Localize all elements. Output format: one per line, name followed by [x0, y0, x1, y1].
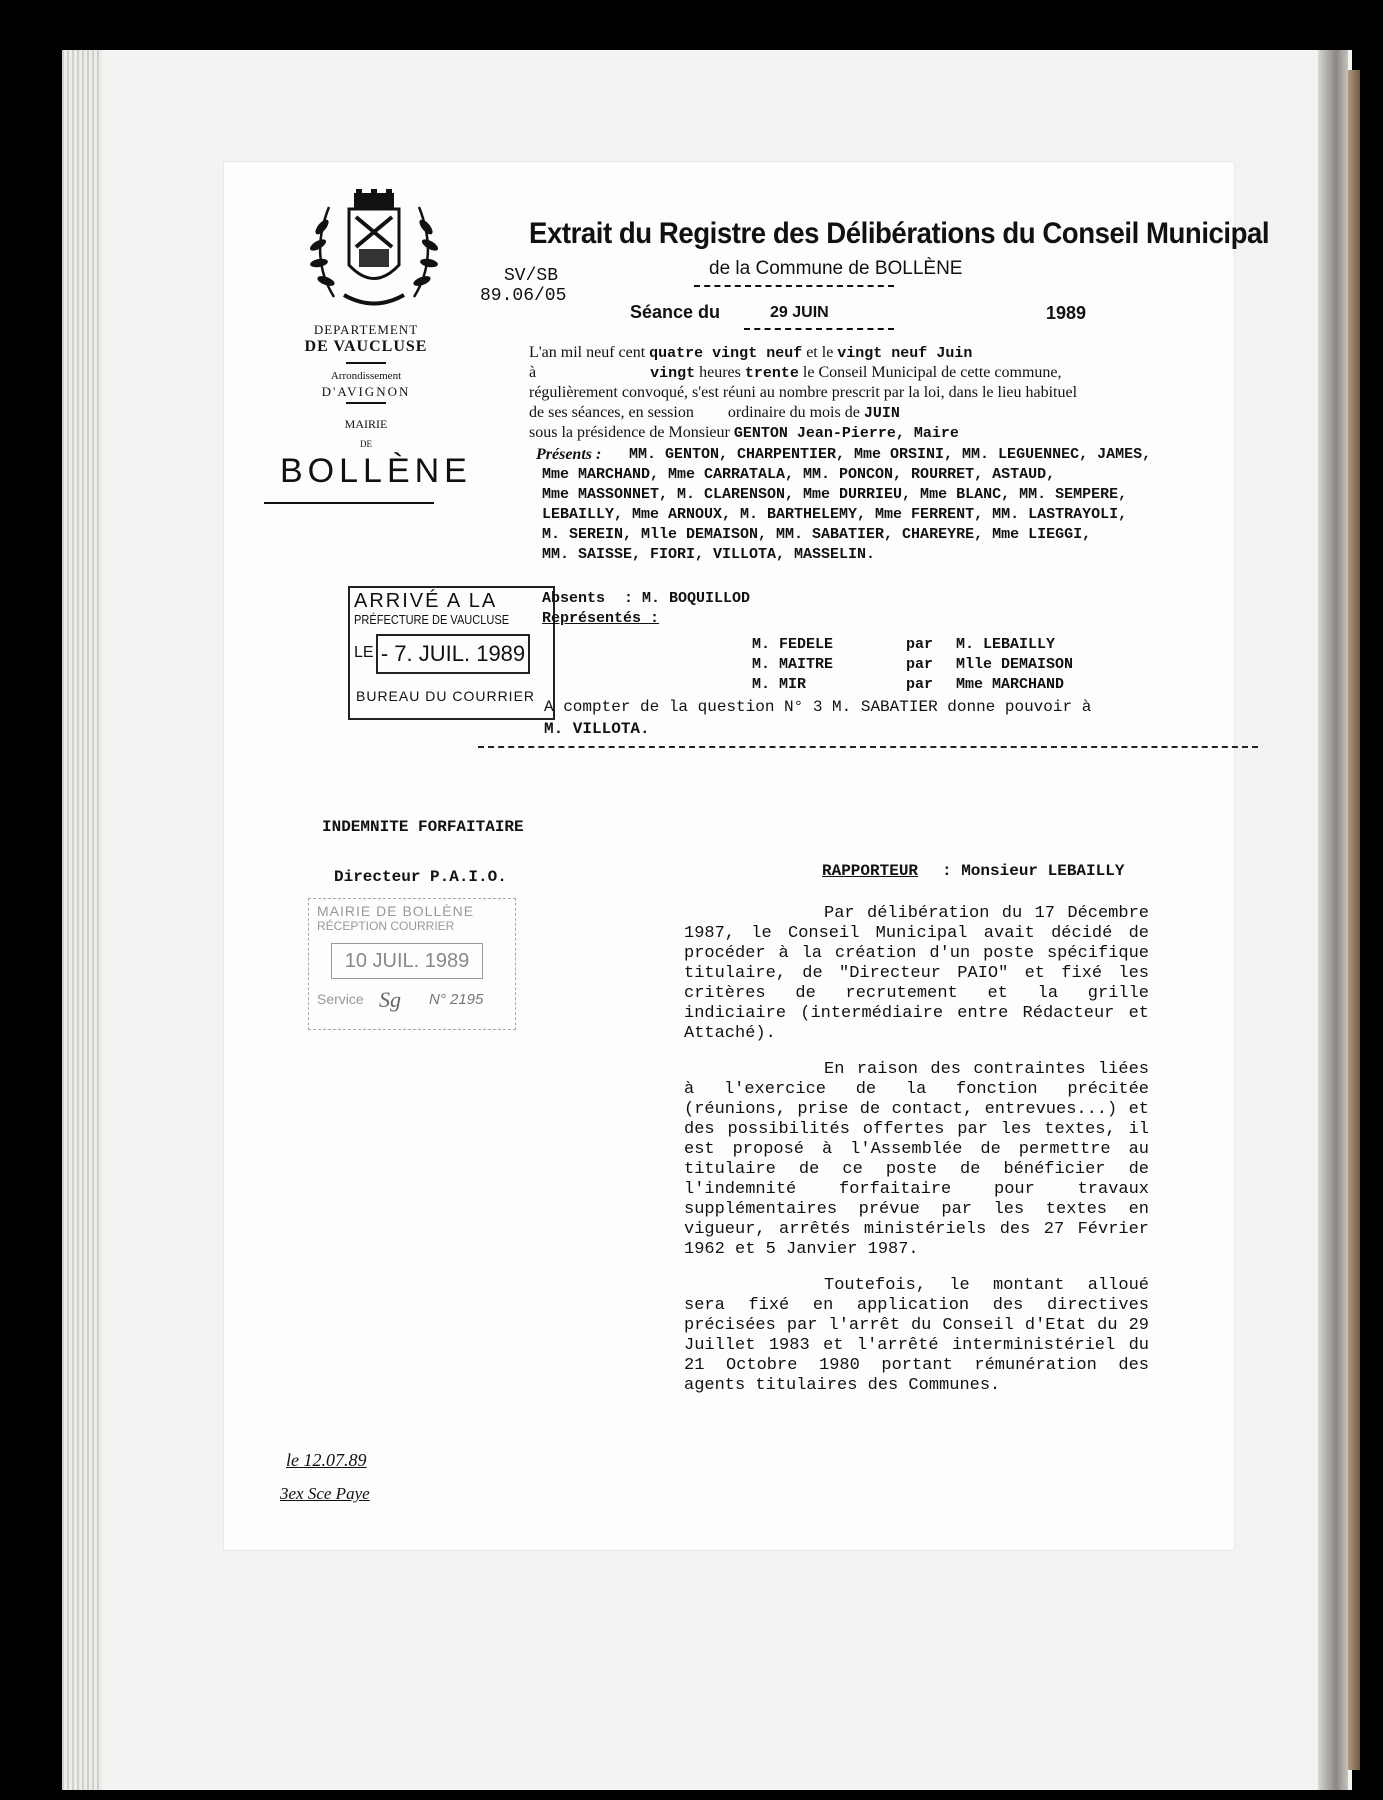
stamp-text: Service — [317, 991, 364, 1007]
intro-text: de ses séances, en session — [529, 404, 694, 421]
stamp-date: 10 JUIL. 1989 — [331, 943, 483, 979]
departement-label: DEPARTEMENT — [313, 322, 419, 337]
intro-line-3: régulièrement convoqué, s'est réuni au nombre prescrit par la loi, dans le lieu habituel — [529, 384, 1078, 401]
par-label: par — [906, 656, 934, 673]
coat-of-arms-icon — [304, 187, 444, 312]
intro-text: à — [529, 364, 537, 381]
stamp-text: LE — [354, 644, 374, 661]
stamp-text: BUREAU DU COURRIER — [356, 688, 536, 704]
presents-line: MM. SAISSE, FIORI, VILLOTA, MASSELIN. — [542, 546, 876, 563]
intro-fill: trente — [744, 365, 799, 382]
intro-line-1 — [529, 344, 972, 362]
stamp-date: - 7. JUIL. 1989 — [376, 634, 530, 674]
rapporteur-value: : Monsieur LEBAILLY — [942, 862, 1125, 880]
intro-fill: JUIN — [863, 405, 900, 422]
represented-member: M. MAITRE — [752, 656, 834, 673]
rule — [346, 362, 386, 364]
arrondissement-label: Arrondissement — [330, 370, 402, 382]
cover-edge — [1348, 70, 1360, 1770]
presents-line: MM. GENTON, CHARPENTIER, Mme ORSINI, MM. LEGUENNEC, JAMES, — [629, 446, 1152, 463]
proxy-member: Mme MARCHAND — [956, 676, 1065, 693]
intro-text: sous la présidence de Monsieur — [529, 424, 730, 441]
reference-number: 89.06/05 — [480, 286, 567, 306]
intro-fill: quatre vingt neuf — [649, 345, 803, 362]
representes-label: Représentés : — [542, 610, 660, 627]
stamp-number: N° 2195 — [429, 991, 484, 1008]
intro-fill: vingt — [650, 365, 696, 382]
proxy-member: M. LEBAILLY — [956, 636, 1056, 653]
seance-date: 29 JUIN — [770, 304, 829, 321]
handwritten-initials: Sg — [379, 987, 401, 1012]
prefecture-stamp — [348, 586, 555, 720]
intro-text: ordinaire du mois de — [727, 404, 860, 421]
reference-initials: SV/SB — [504, 266, 559, 286]
document-subtitle: de la Commune de BOLLÈNE — [709, 258, 963, 279]
document-sheet — [224, 162, 1270, 1550]
presents-line: M. SEREIN, Mlle DEMAISON, MM. SABATIER, CHAREYRE, Mme LIEGGI, — [542, 526, 1092, 543]
body-paragraph: En raison des contraintes liées à l'exercice de la fonction précitée (réunions, prise de contact, entrevues...) et des possibilités offertes par les textes, il est proposé à l'Assemblée de permettre au titulaire de ce poste de bénéficier de l'indemnité forfaitaire pour travaux supplémentaires prévue par les textes en vigueur, arrêtés ministériels des 27 Février 1962 et 5 Janvier 1987. — [684, 1060, 1149, 1259]
intro-text: le Conseil Municipal de cette commune, — [802, 364, 1062, 381]
mairie-label: MAIRIE — [344, 417, 388, 431]
represented-member: M. FEDELE — [752, 636, 834, 653]
presents-label: Présents : — [536, 446, 602, 463]
arrondissement-name: D'AVIGNON — [321, 384, 411, 399]
par-label: par — [906, 676, 934, 693]
commune-name: BOLLÈNE — [280, 452, 472, 490]
body-paragraph: Par délibération du 17 Décembre 1987, le Conseil Municipal avait décidé de procéder à la création d'un poste spécifique titulaire, de "Directeur PAIO" et fixé les critères de recrutement et la grille indiciaire (intermédiaire entre Rédacteur et Attaché). — [684, 904, 1149, 1043]
subject-subtitle: Directeur P.A.I.O. — [334, 868, 507, 886]
par-label: par — [906, 636, 934, 653]
intro-text: heures — [699, 364, 741, 381]
represented-member: M. MIR — [752, 676, 807, 693]
subject-title: INDEMNITE FORFAITAIRE — [322, 818, 524, 836]
intro-fill: vingt neuf Juin — [837, 345, 973, 362]
subtitle-rule — [694, 285, 894, 287]
intro-text: L'an mil neuf cent — [529, 344, 646, 361]
rule — [264, 502, 434, 504]
presents-line: Mme MARCHAND, Mme CARRATALA, MM. PONCON, ROURRET, ASTAUD, — [542, 466, 1056, 483]
body-paragraph: Toutefois, le montant alloué sera fixé en application des directives précisées par l'arrêt du Conseil d'Etat du 29 Juillet 1983 et l'arrêté interministériel du 21 Octobre 1980 portant rémunération des agents titulaires des Communes. — [684, 1276, 1149, 1395]
rule — [346, 402, 386, 404]
rapporteur-label: RAPPORTEUR — [822, 862, 919, 880]
absents-label: Absents — [542, 590, 606, 607]
handwritten-date: le 12.07.89 — [286, 1450, 367, 1470]
intro-fill: GENTON Jean-Pierre, Maire — [733, 425, 959, 442]
absents-value: : M. BOQUILLOD — [624, 590, 751, 607]
seance-label: Séance du — [630, 302, 721, 322]
stamp-text: ARRIVÉ A LA — [354, 590, 498, 612]
proxy-member: Mlle DEMAISON — [956, 656, 1074, 673]
intro-line-2 — [529, 364, 1062, 382]
stamp-text: RÉCEPTION COURRIER — [317, 919, 455, 933]
proxy-note-line-2: M. VILLOTA. — [544, 720, 650, 738]
handwritten-note: 3ex Sce Paye — [280, 1484, 370, 1503]
body-text — [684, 904, 1149, 1412]
mairie-reception-stamp — [308, 898, 516, 1030]
document-title: Extrait du Registre des Délibérations du Conseil Municipal — [529, 217, 1270, 250]
proxy-note-line-1: A compter de la question N° 3 M. SABATIER donne pouvoir à — [544, 698, 1092, 716]
section-separator — [478, 746, 1258, 748]
presents-line: Mme MASSONNET, M. CLARENSON, Mme DURRIEU, Mme BLANC, MM. SEMPERE, — [542, 486, 1128, 503]
stamp-text: PRÉFECTURE DE VAUCLUSE — [354, 612, 510, 627]
binding-fold — [1318, 50, 1348, 1790]
presents-line: LEBAILLY, Mme ARNOUX, M. BARTHELEMY, Mme FERRENT, MM. LASTRAYOLI, — [542, 506, 1128, 523]
seance-year: 1989 — [1046, 303, 1087, 323]
intro-line-4 — [529, 404, 900, 422]
intro-line-5 — [529, 424, 959, 442]
de-label: DE — [360, 439, 372, 449]
intro-text: et le — [806, 344, 834, 361]
stamp-text: MAIRIE DE BOLLÈNE — [317, 903, 475, 919]
departement-name: DE VAUCLUSE — [304, 338, 428, 355]
date-rule — [744, 328, 894, 330]
page-edges — [62, 50, 102, 1790]
